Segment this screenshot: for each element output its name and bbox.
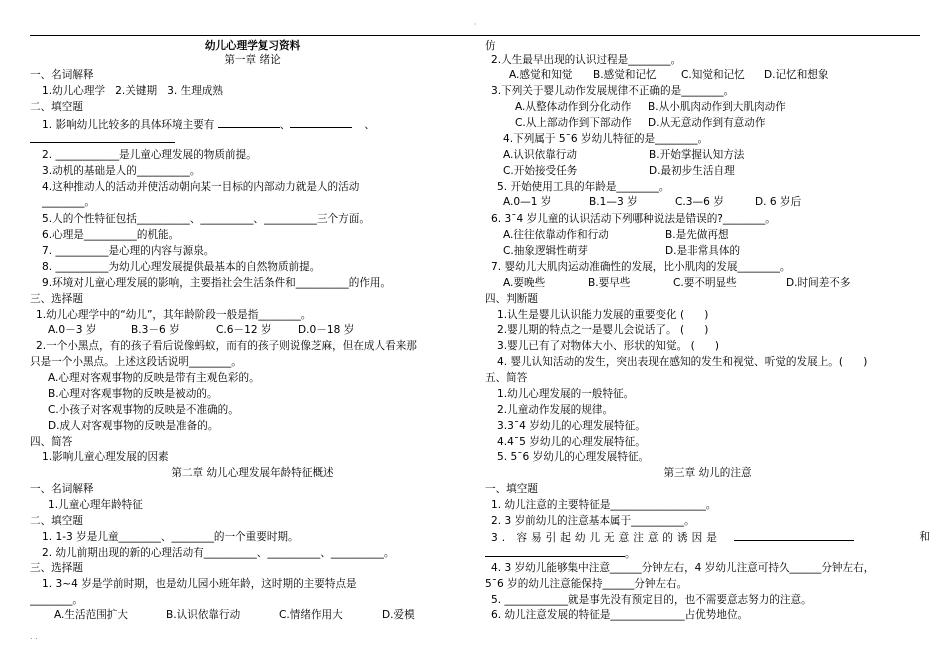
ch1-q1-blank — [290, 116, 352, 128]
ch2-s2: 2.儿童动作发展的规律。 — [497, 404, 614, 416]
option: C.情绪作用大 — [279, 609, 343, 621]
ch1-q7: 7. __________是心理的内容与源泉。 — [42, 245, 215, 257]
ch2-c7-options — [485, 275, 948, 291]
ch2-c3-options-row2 — [485, 115, 950, 131]
ch3-q4-line1: 4. 3 岁幼儿能够集中注意______分钟左右，4 岁幼儿注意可持久______分钟左右， — [491, 562, 875, 574]
ch2-choice-heading: 三、选择题 — [30, 562, 83, 574]
ch1-c1: 1.幼儿心理学中的“幼儿”，其年龄阶段一般是指________。 — [36, 309, 312, 321]
option: D.记忆和想象 — [764, 69, 829, 81]
ch3-q5: 5. ____________就是事先没有预定目的，也不需要意志努力的注意。 — [491, 594, 812, 606]
option: A.往往依靠动作和行动 — [503, 229, 609, 241]
option: D.爱模 — [382, 609, 415, 621]
header-rule — [30, 35, 920, 36]
ch2-s5: 5. 5¯6 岁幼儿的心理发展特征。 — [497, 451, 650, 463]
ch2-j2: 2.婴儿期的特点之一是婴儿会说话了。 ( ) — [497, 324, 709, 336]
ch3-q3 — [485, 529, 930, 545]
ch2-c6: 6. 3¯4 岁儿童的认识活动下列哪种说法是错误的?________。 — [491, 213, 776, 225]
ch1-terms-heading: 一、名词解释 — [30, 69, 94, 81]
ch3-q3-blank — [734, 529, 854, 541]
option: C.抽象逻辑性萌芽 — [503, 245, 588, 257]
chapter2-heading: 第二章 幼儿心理发展年龄特征概述 — [171, 467, 334, 479]
ch1-q4-line1: 4.这种推动人的活动并使活动朝向某一目标的内部动力就是人的活动 — [42, 181, 360, 193]
ch2-c7: 7. 婴幼儿大肌肉运动准确性的发展，比小肌肉的发展________。 — [491, 261, 791, 273]
ch3-q3-blank — [485, 545, 625, 557]
ch2-j1: 1.认生是婴儿认识能力发展的重要变化 ( ) — [497, 309, 709, 321]
option: B.从小肌肉动作到大肌肉动作 — [648, 101, 786, 113]
option: A.感觉和知觉 — [509, 69, 573, 81]
ch2-c4: 4.下列属于 5¯6 岁幼儿特征的是________。 — [503, 133, 709, 145]
ch2-q2: 2. 幼儿前期出现的新的心理活动有__________、__________、__________。 — [42, 547, 395, 559]
ch2-c4-options-row2 — [485, 163, 948, 179]
option: B.认识依靠行动 — [166, 609, 241, 621]
ch2-j4: 4. 婴儿认知活动的发生，突出表现在感知的发生和视觉、听觉的发展上。( ) — [497, 356, 868, 368]
option: D.最初步生活自理 — [649, 165, 735, 177]
option: B.感觉和记忆 — [593, 69, 657, 81]
chapter1-heading: 第一章 绪论 — [224, 54, 281, 66]
ch2-c6-options-row1 — [485, 227, 948, 243]
ch2-c1-continued: 仿 — [485, 40, 496, 52]
ch1-q1: 1. 影响幼儿比较多的具体环境主要有 、 、 — [30, 116, 475, 132]
ch1-q1-blank — [218, 116, 280, 128]
ch2-terms-heading: 一、名词解释 — [30, 483, 94, 495]
option: A.0—1 岁 — [503, 196, 552, 208]
option: B.要早些 — [588, 277, 631, 289]
ch2-c4-options-row1 — [485, 147, 948, 163]
option: A.0－3 岁 — [48, 324, 97, 336]
option: D.是非常具体的 — [665, 245, 741, 257]
option: A.认识依靠行动 — [503, 149, 577, 161]
ch1-q1-text: 1. 影响幼儿比较多的具体环境主要有 — [42, 119, 215, 131]
ch2-c3-options-row1 — [485, 99, 950, 115]
ch1-fill-heading: 二、填空题 — [30, 101, 83, 113]
ch3-q6: 6. 幼儿注意发展的特征是______________占优势地位。 — [491, 609, 749, 621]
ch1-c2-line1: 2.一个小黑点，有的孩子看后说像蚂蚁，而有的孩子则说像芝麻，但在成人看来那 — [36, 340, 417, 352]
ch3-q4-line2: 5¯6 岁的幼儿注意能保持______分钟左右。 — [485, 578, 688, 590]
ch2-s1: 1.幼儿心理发展的一般特征。 — [497, 388, 635, 400]
ch2-c1-blank: ________。 — [30, 594, 83, 606]
option: C.要不明显些 — [673, 277, 737, 289]
ch1-q4-line2: ________。 — [42, 196, 95, 208]
option: C.3—6 岁 — [675, 196, 724, 208]
ch2-q1: 1. 1-3 岁是儿童________、________的一个重要时期。 — [42, 531, 299, 543]
ch1-c1-options — [30, 322, 493, 338]
ch3-q3-text: 3. 容易引起幼儿无意注意的诱因是 — [491, 532, 721, 544]
option: A.心理对客观事物的反映是带有主观色彩的。 — [48, 372, 260, 384]
ch2-short-heading: 五、简答 — [485, 372, 528, 384]
ch2-s3: 3.3¯4 岁幼儿的心理发展特征。 — [497, 420, 646, 432]
option: B.是先做再想 — [665, 229, 729, 241]
option: A.要晚些 — [503, 277, 546, 289]
ch1-q2: 2. ____________是儿童心理发展的物质前提。 — [42, 149, 257, 161]
ch2-c3: 3.下列关于婴儿动作发展规律不正确的是________。 — [491, 85, 735, 97]
ch1-q8: 8. __________为幼儿心理发展提供最基本的自然物质前提。 — [42, 261, 321, 273]
ch2-j3: 3.婴儿已有了对物体大小、形状的知觉。 ( ) — [497, 340, 720, 352]
option: D.成人对客观事物的反映是准备的。 — [48, 420, 219, 432]
document-title: 幼儿心理学复习资料 — [204, 40, 301, 52]
option: C.开始接受任务 — [503, 165, 578, 177]
option: A.从整体动作到分化动作 — [515, 101, 632, 113]
ch2-c6-options-row2 — [485, 243, 948, 259]
ch3-q3-end: 和 — [919, 531, 930, 543]
option: D.0－18 岁 — [298, 324, 355, 336]
option: B.心理对客观事物的反映是被动的。 — [48, 388, 218, 400]
ch1-q1-blank — [30, 131, 175, 143]
ch2-c1-options — [30, 607, 499, 623]
option: A.生活范围扩大 — [54, 609, 128, 621]
option: C.6－12 岁 — [216, 324, 272, 336]
option: D.时间差不多 — [786, 277, 851, 289]
ch3-fill-heading: 一、填空题 — [485, 483, 538, 495]
ch1-q6: 6.心理是__________的机能。 — [42, 229, 180, 241]
ch3-q2: 2. 3 岁前幼儿的注意基本属于__________。 — [491, 515, 695, 527]
ch2-judge-heading: 四、判断题 — [485, 293, 538, 305]
ch1-short-heading: 四、简答 — [30, 436, 73, 448]
ch1-terms: 1.幼儿心理学 2.关键期 3. 生理成熟 — [42, 85, 224, 97]
ch2-c5-options — [485, 194, 948, 210]
ch1-q5: 5.人的个性特征包括__________、__________、__________三个方面。 — [42, 213, 370, 225]
ch1-q1-end: 、 — [364, 119, 375, 131]
ch1-c2-line2: 只是一个小黑点。上述这段话说明________。 — [30, 356, 242, 368]
ch2-s4: 4.4¯5 岁幼儿的心理发展特征。 — [497, 436, 646, 448]
ch1-q9: 9.环境对儿童心理发展的影响，主要指社会生活条件和__________的作用。 — [42, 277, 392, 289]
page-dot: · — [474, 20, 477, 29]
option: D.从无意动作到有意动作 — [648, 117, 766, 129]
corner-mark: . . — [30, 632, 38, 641]
ch2-c1: 1. 3~4 岁是学前时期，也是幼儿园小班年龄，这时期的主要特点是 — [42, 578, 357, 590]
ch2-terms: 1.儿童心理年龄特征 — [48, 499, 143, 511]
ch2-c2-options — [485, 67, 950, 83]
ch2-c5: 5. 开始使用工具的年龄是________。 — [497, 181, 670, 193]
option: C.从上部动作到下部动作 — [515, 117, 632, 129]
ch1-choice-heading: 三、选择题 — [30, 293, 83, 305]
ch1-q3: 3.动机的基础是人的__________。 — [42, 165, 201, 177]
option: C.知觉和记忆 — [681, 69, 745, 81]
ch2-c2: 2.人生最早出现的认识过程是________。 — [491, 54, 682, 66]
ch3-q1: 1. 幼儿注意的主要特征是__________________。 — [491, 499, 717, 511]
ch2-fill-heading: 二、填空题 — [30, 515, 83, 527]
option: B.开始掌握认知方法 — [649, 149, 745, 161]
option: B.3－6 岁 — [131, 324, 180, 336]
option: D. 6 岁后 — [755, 196, 802, 208]
option: B.1—3 岁 — [589, 196, 638, 208]
chapter3-heading: 第三章 幼儿的注意 — [663, 467, 752, 479]
option: C.小孩子对客观事物的反映是不准确的。 — [48, 404, 239, 416]
ch1-s1: 1.影响儿童心理发展的因素 — [42, 451, 169, 463]
